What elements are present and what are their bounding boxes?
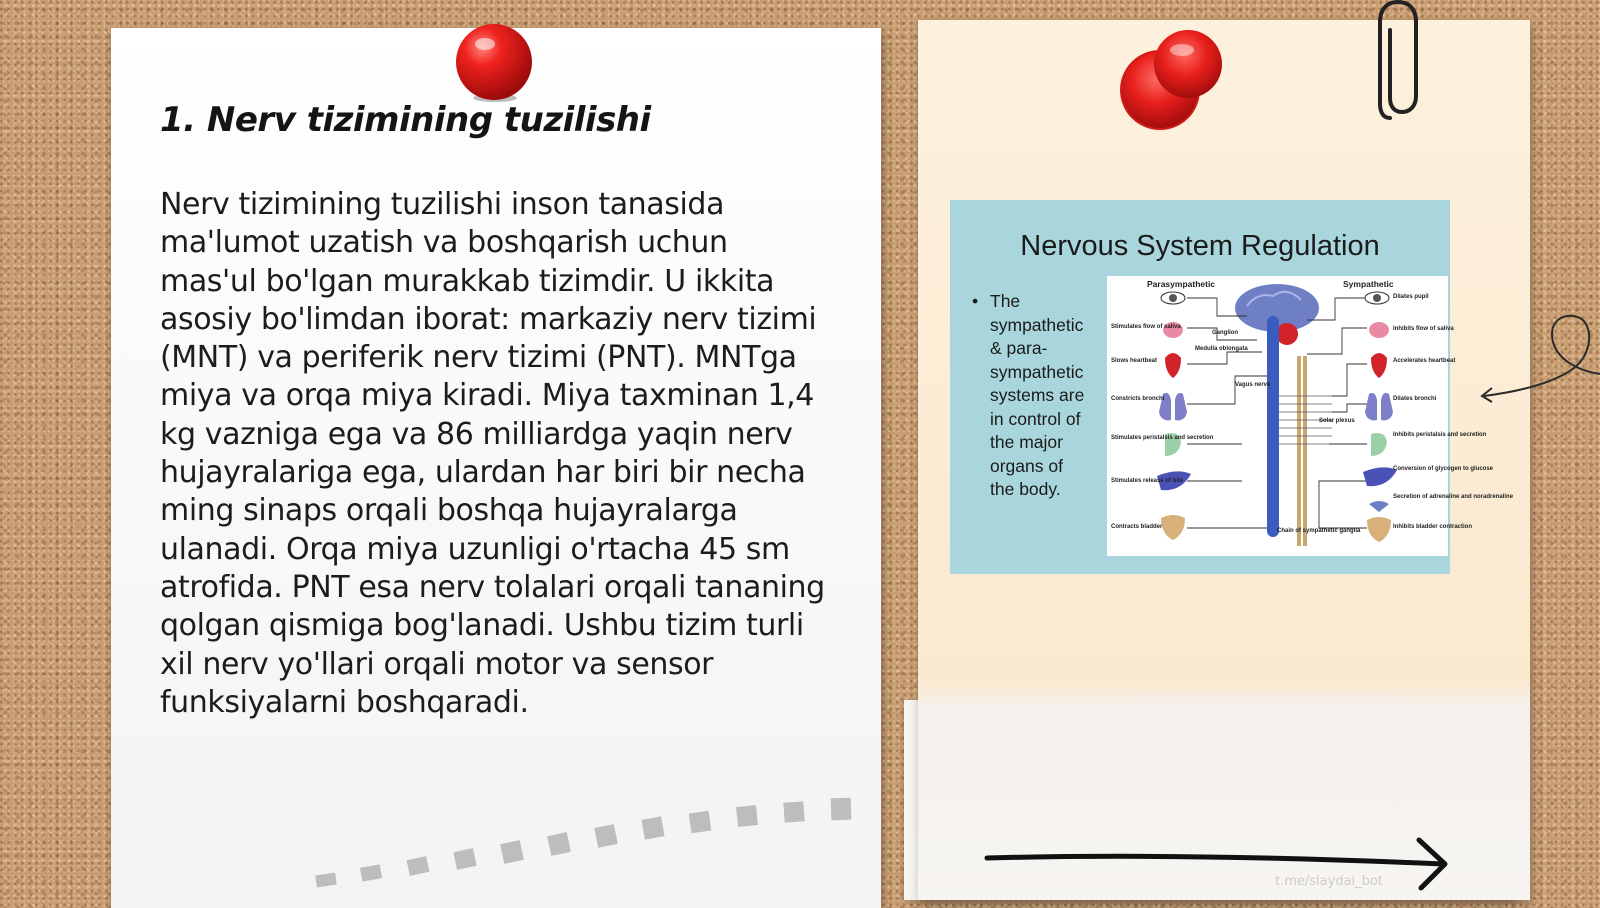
section-title: 1. Nerv tizimining tuzilishi [160, 100, 651, 140]
right-arrow-icon [985, 836, 1455, 892]
diagram-left-label: Stimulates flow of saliva [1111, 324, 1181, 330]
lungs-icon [1365, 393, 1393, 420]
diagram-center-label: Ganglion [1212, 330, 1238, 336]
heart-icon [1165, 353, 1181, 378]
bullet-text: The sympathetic & para-sympathetic systems are in control of the major organs of the body. [990, 291, 1085, 499]
diagram-center-label: Solar plexus [1319, 418, 1355, 424]
diagram-left-label: Contracts bladder [1111, 524, 1163, 530]
diagram-left-label: Stimulates release of bile [1111, 478, 1184, 484]
diagram-center-label: Chain of sympathetic ganglia [1277, 528, 1361, 534]
scribble-arrow-icon [1478, 310, 1600, 410]
diagram-center-label: Vagus nerve [1235, 382, 1271, 388]
adrenal-gland-icon [1369, 501, 1389, 512]
diagram-right-label: Conversion of glycogen to glucose [1393, 466, 1494, 472]
heart-icon [1371, 353, 1387, 378]
diagram-right-label: Dilates pupil [1393, 294, 1429, 300]
diagram-center-label: Medulla oblongata [1195, 346, 1248, 352]
stomach-icon [1371, 433, 1387, 456]
diagram-header-right: Sympathetic [1343, 279, 1394, 289]
diagram-right-label: Inhibits flow of saliva [1393, 326, 1454, 332]
diagram-right-label: Dilates bronchi [1393, 396, 1437, 402]
body-paragraph: Nerv tizimining tuzilishi inson tanasida ma'lumot uzatish va boshqarish uchun mas'ul bo'lgan murakkab tizimdir. U ikkita asosiy bo'limdan iborat: markaziy nerv tizimi (MNT) va periferik nerv tizimi (PNT). MNTga miya va orqa miya kiradi. Miya taxminan 1,4 kg vazniga ega va 86 milliardga yaqin nerv hujayralariga ega, ulardan har biri bir necha ming sinaps orqali boshqa hujayralarga ulanadi. Orqa miya uzunligi o'rtacha 45 sm atrofida. PNT esa nerv tolalari orqali tananing qolgan qismiga bog'lanadi. Ushbu tizim turli xil nerv yo'llari orqali motor va sensor funksiyalarni boshqaradi. [160, 187, 825, 720]
bladder-icon [1367, 517, 1391, 542]
liver-icon [1363, 467, 1397, 486]
red-pushpin-icon [455, 22, 535, 102]
slide-title: Nervous System Regulation [1020, 230, 1380, 262]
diagram-right-label: Inhibits peristalsis and secretion [1393, 432, 1487, 438]
diagram-right-label: Accelerates heartbeat [1393, 358, 1456, 364]
red-pushpin-icon [1118, 28, 1238, 138]
slide-image [950, 200, 1514, 574]
diagram-right-label: Secretion of adrenaline and noradrenaline [1393, 494, 1514, 500]
diagram-right-label: Inhibits bladder contraction [1393, 524, 1473, 530]
slide-bullet [972, 290, 1092, 502]
watermark: t.me/slaydai_bot [1275, 874, 1383, 889]
bullet-dot: • [972, 291, 979, 311]
diagram-header-left: Parasympathetic [1147, 279, 1216, 289]
bladder-icon [1161, 515, 1185, 540]
nervous-system-diagram [1107, 276, 1514, 556]
diagram-left-label: Slows heartbeat [1111, 358, 1158, 364]
diagram-left-label: Constricts bronchi [1111, 396, 1165, 402]
torn-paper-edge [111, 800, 881, 900]
cerebellum-icon [1276, 323, 1298, 345]
diagram-left-label: Stimulates peristalsis and secretion [1111, 435, 1214, 441]
salivary-gland-icon [1369, 322, 1389, 338]
paperclip-icon [1376, 0, 1422, 128]
